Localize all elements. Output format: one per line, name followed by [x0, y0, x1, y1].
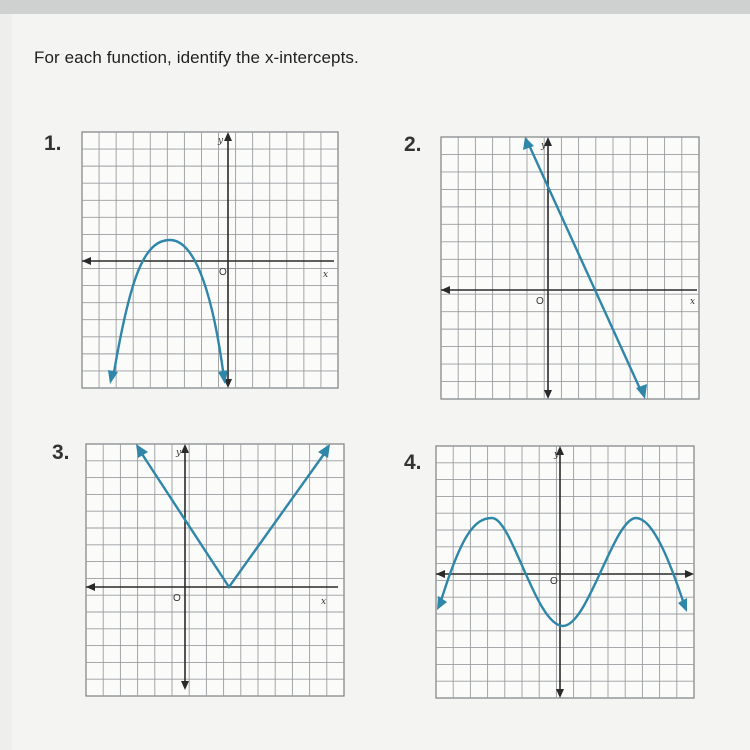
graph-4-y-label: y: [554, 450, 560, 460]
graph-4-frame: [436, 446, 694, 698]
graph-1-origin-label: O: [219, 267, 227, 278]
graph-4-origin-label: O: [550, 576, 558, 587]
graph-2-x-label: x: [690, 297, 696, 307]
graph-1-y-label: y: [218, 136, 224, 146]
problem-number-1: 1.: [44, 132, 62, 155]
graph-3-x-label: x: [321, 597, 327, 607]
graph-3-y-label: y: [176, 448, 182, 458]
graph-2-y-label: y: [541, 141, 547, 151]
graph-4: [436, 446, 694, 698]
problem-number-3: 3.: [52, 441, 70, 464]
graph-2-frame: [441, 137, 699, 399]
graph-3: [86, 444, 344, 696]
graph-3-origin-label: O: [173, 593, 181, 604]
problem-number-4: 4.: [404, 451, 422, 474]
instruction-text: For each function, identify the x-intercepts.: [34, 48, 359, 67]
problem-number-2: 2.: [404, 133, 422, 156]
graph-1: [82, 132, 338, 388]
graph-2-origin-label: O: [536, 296, 544, 307]
graph-1-x-label: x: [323, 270, 329, 280]
top-band: [0, 0, 750, 14]
graph-2: [441, 137, 699, 399]
graph-1-frame: [82, 132, 338, 388]
